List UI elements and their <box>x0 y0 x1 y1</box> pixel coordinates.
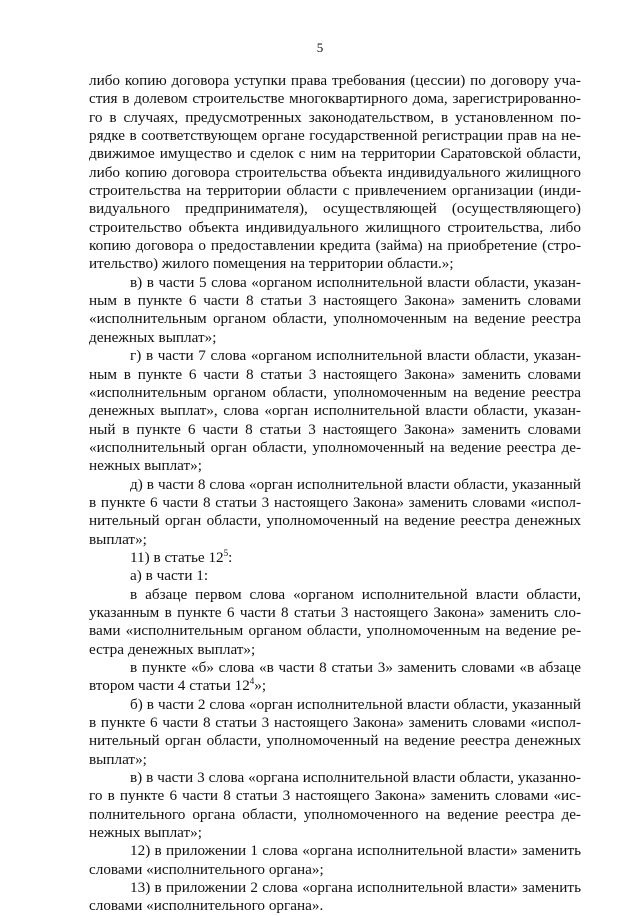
text-line-content: г) в части 7 слова «органом исполнительной власти области, указан- <box>130 347 581 365</box>
text-line <box>89 292 581 310</box>
text-line <box>89 366 581 384</box>
text-line <box>89 274 581 292</box>
text-line-content: нительный орган области, уполномоченный на ведение реестра денежных <box>89 732 581 750</box>
text-line-content: 12) в приложении 1 слова «органа исполнительной власти» заменить <box>130 842 581 860</box>
text-line <box>89 567 581 585</box>
text-line <box>89 714 581 732</box>
text-line-content: втором части 4 статьи 12 <box>89 677 250 695</box>
text-line <box>89 182 581 200</box>
text-line-suffix: : <box>228 548 233 566</box>
text-line-content: видуального предпринимателя), осуществляющей (осуществляющего) <box>89 200 581 218</box>
text-line <box>89 72 581 90</box>
superscript: 4 <box>249 676 255 687</box>
text-line-content: указанным в пункте 6 части 8 статьи 3 настоящего Закона» заменить сло- <box>89 603 581 621</box>
text-line-content: в пункте 6 части 8 статьи 3 настоящего Закона» заменить словами «испол- <box>89 714 581 732</box>
text-line-content: естра денежных выплат»; <box>89 640 256 658</box>
text-line-content: ительство) жилого помещения на территории области.»; <box>89 255 454 273</box>
text-line-content: либо копию договора уступки права требования (цессии) по договору уча- <box>89 72 581 89</box>
text-line <box>89 659 581 677</box>
text-line-content: строительства на территории области с привлечением организации (инди- <box>89 182 581 200</box>
text-line-content: го в пункте 6 части 8 статьи 3 настоящего Закона» заменить словами «ис- <box>89 787 581 805</box>
text-line <box>89 861 581 879</box>
text-line <box>89 402 581 420</box>
text-line <box>89 145 581 163</box>
text-line-content: денежных выплат»; <box>89 328 217 346</box>
text-line <box>89 494 581 512</box>
text-line-content: в пункте «б» слова «в части 8 статьи 3» заменить словами «в абзаце <box>130 659 581 676</box>
text-line <box>89 255 581 273</box>
text-line-content: словами «исполнительного органа»; <box>89 860 324 878</box>
text-line <box>89 200 581 218</box>
text-line <box>89 109 581 127</box>
text-line-content: рядке в соответствующем органе государственной регистрации прав на не- <box>89 127 581 145</box>
text-line-content: копию договора о предоставлении кредита (займа) на приобретение (стро- <box>89 237 581 255</box>
text-line <box>89 310 581 328</box>
text-line-content: в) в части 5 слова «органом исполнительной власти области, указан- <box>130 273 581 291</box>
page-number: 5 <box>316 40 324 55</box>
text-line <box>89 347 581 365</box>
text-line-content: го в случаях, предусмотренных законодательством, в установленном по- <box>89 108 581 126</box>
text-line <box>89 237 581 255</box>
text-line-content: ным в пункте 6 части 8 статьи 3 настоящего Закона» заменить словами <box>89 365 581 383</box>
document-body <box>89 72 581 916</box>
text-line-content: нежных выплат»; <box>89 824 202 842</box>
text-line <box>89 476 581 494</box>
text-line <box>89 512 581 530</box>
text-line <box>89 806 581 824</box>
text-line-content: стия в долевом строительстве многоквартирного дома, зарегистрированно- <box>89 90 581 108</box>
superscript: 5 <box>223 547 229 558</box>
text-line-content: в пункте 6 части 8 статьи 3 настоящего Закона» заменить словами «испол- <box>89 493 581 511</box>
text-line-suffix: »; <box>254 677 267 695</box>
text-line-content: либо копию договора строительства объекта индивидуального жилищного <box>89 163 581 181</box>
text-line-content: выплат»; <box>89 750 147 768</box>
text-line <box>89 824 581 842</box>
text-line <box>89 787 581 805</box>
text-line <box>89 219 581 237</box>
text-line-content: денежных выплат», слова «орган исполнительной власти области, указан- <box>89 402 581 420</box>
text-line-content: в абзаце первом слова «органом исполнительной власти области, <box>130 585 581 603</box>
text-line <box>89 622 581 640</box>
text-line <box>89 641 581 659</box>
text-line <box>89 751 581 769</box>
text-line-content: нительный орган области, уполномоченный на ведение реестра денежных <box>89 512 581 530</box>
text-line-content: словами «исполнительного органа». <box>89 897 324 915</box>
text-line <box>89 604 581 622</box>
text-line <box>89 329 581 347</box>
text-line-content: «исполнительным органом области, уполномоченным на ведение реестра <box>89 383 581 401</box>
text-line <box>89 549 581 567</box>
text-line-content: полнительного органа области, уполномоченного на ведение реестра де- <box>89 805 581 823</box>
text-line <box>89 127 581 145</box>
text-line-content: а) в части 1: <box>130 567 209 585</box>
text-line-content: нежных выплат»; <box>89 457 202 475</box>
text-line <box>89 842 581 860</box>
text-line-content: строительство объекта индивидуального жилищного строительства, либо <box>89 218 581 236</box>
text-line <box>89 90 581 108</box>
text-line-content: «исполнительный орган области, уполномоченный на ведение реестра де- <box>89 438 581 456</box>
text-line-content: движимое имущество и сделок с ним на территории Саратовской области, <box>89 145 581 163</box>
text-line-content: в) в части 3 слова «органа исполнительной власти области, указанно- <box>130 769 581 787</box>
text-line-content: «исполнительным органом области, уполномоченным на ведение реестра <box>89 310 581 328</box>
text-line-content: вами «исполнительным органом области, уполномоченным на ведение ре- <box>89 622 581 640</box>
text-line-content: б) в части 2 слова «орган исполнительной власти области, указанный <box>130 695 581 713</box>
text-line <box>89 439 581 457</box>
text-line <box>89 457 581 475</box>
text-line <box>89 164 581 182</box>
text-line <box>89 677 581 695</box>
text-line <box>89 586 581 604</box>
text-line-content: д) в части 8 слова «орган исполнительной власти области, указанный <box>130 475 581 493</box>
text-line-content: 11) в статье 12 <box>130 548 224 566</box>
text-line-content: 13) в приложении 2 слова «органа исполнительной власти» заменить <box>130 879 581 897</box>
text-line <box>89 421 581 439</box>
text-line <box>89 879 581 897</box>
text-line-content: ный в пункте 6 части 8 статьи 3 настоящего Закона» заменить словами <box>89 420 581 438</box>
text-line <box>89 531 581 549</box>
text-line <box>89 384 581 402</box>
text-line-content: ным в пункте 6 части 8 статьи 3 настоящего Закона» заменить словами <box>89 292 581 310</box>
text-line <box>89 732 581 750</box>
text-line <box>89 769 581 787</box>
text-line <box>89 696 581 714</box>
text-line-content: выплат»; <box>89 530 147 548</box>
text-line <box>89 897 581 915</box>
